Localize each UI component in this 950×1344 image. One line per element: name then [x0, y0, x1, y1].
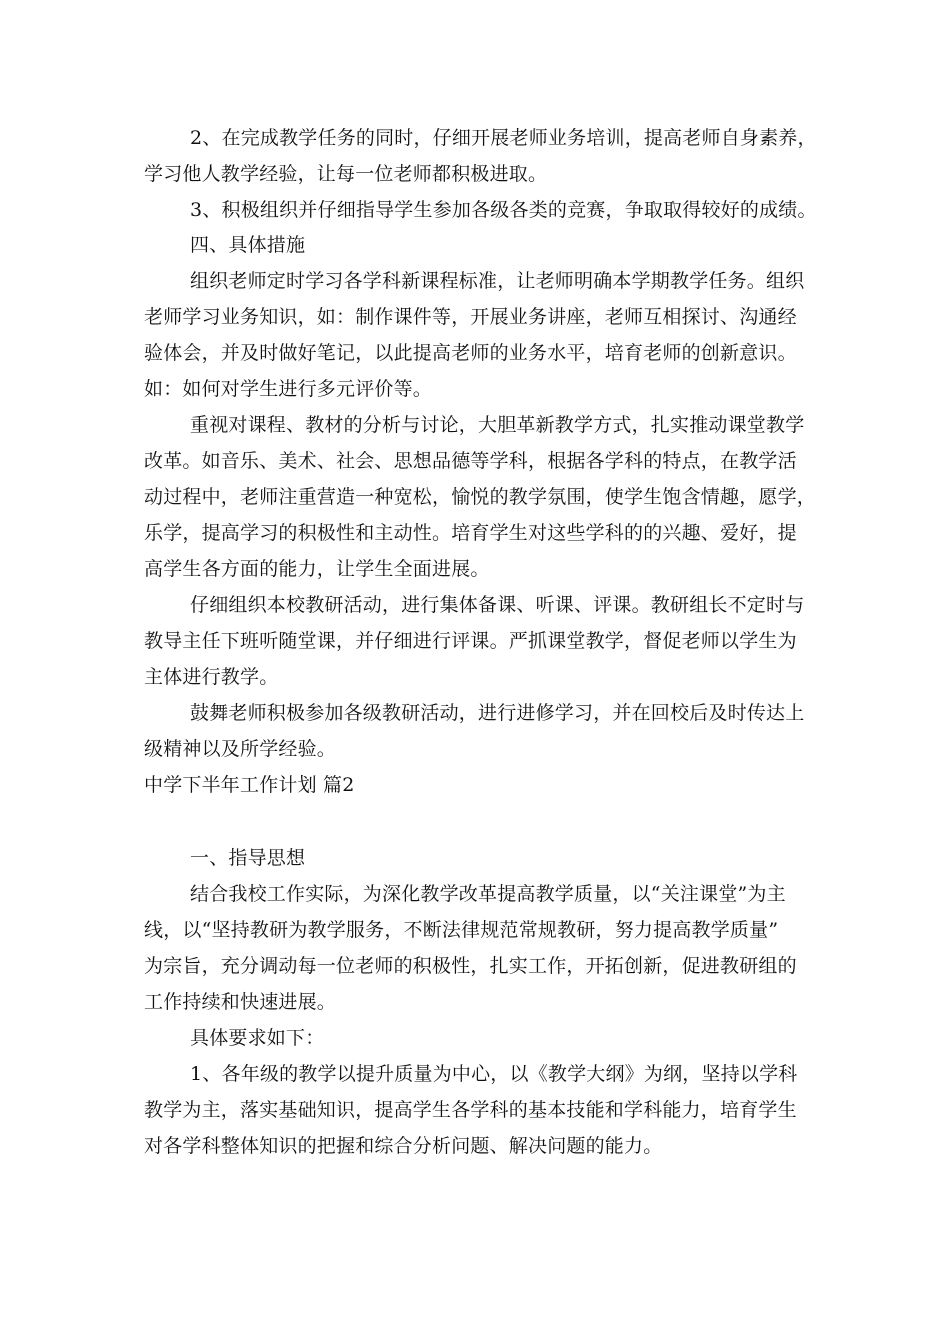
text-line: 具体要求如下：: [190, 1027, 325, 1049]
text-line: 级精神以及所学经验。: [144, 738, 337, 760]
text-line: 老师学习业务知识，如：制作课件等，开展业务讲座，老师互相探讨、沟通经: [144, 306, 797, 328]
text-line: 动过程中，老师注重营造一种宽松，愉悦的教学氛围，使学生饱含情趣，愿学，: [144, 486, 817, 508]
text-line: 线，以“坚持教研为教学服务，不断法律规范常规教研，努力提高教学质量”: [144, 919, 779, 941]
text-line: 验体会，并及时做好笔记，以此提高老师的业务水平，培育老师的创新意识。: [144, 342, 797, 364]
text-line: 高学生各方面的能力，让学生全面进展。: [144, 558, 490, 580]
text-line: 主体进行教学。: [144, 666, 279, 688]
text-line: 2、在完成教学任务的同时，仔细开展老师业务培训，提高老师自身素养，: [190, 127, 817, 149]
text-line: 3、积极组织并仔细指导学生参加各级各类的竞赛，争取取得较好的成绩。: [190, 199, 817, 221]
text-line: 教导主任下班听随堂课，并仔细进行评课。严抓课堂教学，督促老师以学生为: [144, 630, 797, 652]
text-line: 学习他人教学经验，让每一位老师都积极进取。: [144, 163, 548, 185]
text-line: 结合我校工作实际，为深化教学改革提高教学质量，以“关注课堂”为主: [190, 883, 786, 905]
text-line: 为宗旨，充分调动每一位老师的积极性，扎实工作，开拓创新，促进教研组的: [144, 955, 797, 977]
text-line: 如：如何对学生进行多元评价等。: [144, 378, 433, 400]
text-line: 重视对课程、教材的分析与讨论，大胆革新教学方式，扎实推动课堂教学: [190, 414, 805, 436]
text-line: 工作持续和快速进展。: [144, 991, 337, 1013]
text-line: 对各学科整体知识的把握和综合分析问题、解决问题的能力。: [144, 1135, 663, 1157]
section-heading: 四、具体措施: [190, 234, 306, 256]
text-line: 1、各年级的教学以提升质量为中心，以《教学大纲》为纲，坚持以学科: [190, 1063, 798, 1085]
text-line: 教学为主，落实基础知识，提高学生各学科的基本技能和学科能力，培育学生: [144, 1099, 797, 1121]
text-line: 组织老师定时学习各学科新课程标准，让老师明确本学期教学任务。组织: [190, 270, 805, 292]
text-line: 仔细组织本校教研活动，进行集体备课、听课、评课。教研组长不定时与: [190, 594, 805, 616]
section-heading: 一、指导思想: [190, 847, 306, 869]
text-line: 乐学，提高学习的积极性和主动性。培育学生对这些学科的的兴趣、爱好，提: [144, 522, 797, 544]
text-line: 鼓舞老师积极参加各级教研活动，进行进修学习，并在回校后及时传达上: [190, 702, 805, 724]
document-title: 中学下半年工作计划 篇2: [144, 774, 355, 796]
text-line: 改革。如音乐、美术、社会、思想品德等学科，根据各学科的特点，在教学活: [144, 450, 797, 472]
